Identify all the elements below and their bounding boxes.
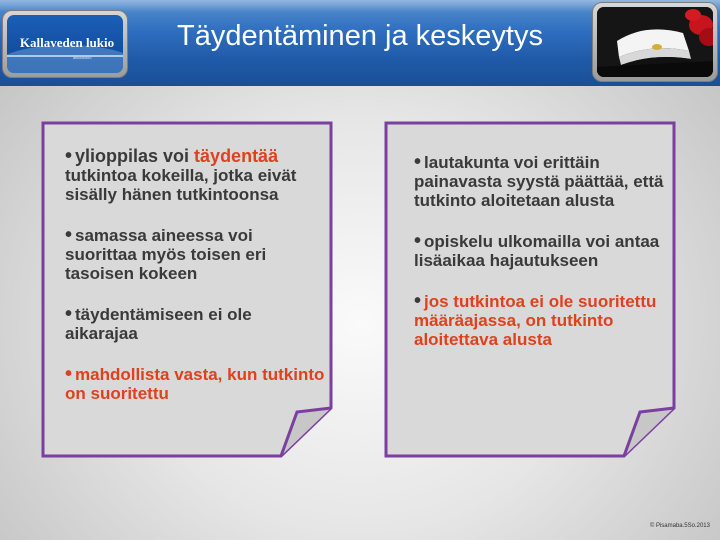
- list-item: [65, 147, 327, 204]
- item-highlight: täydentää: [194, 146, 279, 166]
- bullet: •: [65, 363, 73, 385]
- logo-line: [7, 55, 123, 57]
- list-item: [414, 232, 676, 270]
- list-item: [65, 305, 327, 343]
- item-text: lautakunta voi erittäin painavasta syystä päättää, että tutkinto aloitetaan alusta: [414, 153, 664, 210]
- item-text: samassa aineessa voi suorittaa myös toisen eri tasoisen kokeen: [65, 226, 267, 283]
- page-title: Täydentäminen ja keskeytys: [177, 20, 543, 52]
- left-text-box: [41, 121, 333, 458]
- left-box-content: [65, 147, 327, 425]
- bullet: •: [65, 303, 73, 325]
- bullet: •: [65, 145, 73, 167]
- graduation-cap-icon: [597, 7, 713, 77]
- photo-image: [597, 7, 713, 77]
- logo-subtext: aikuislukio: [73, 55, 92, 60]
- item-text: täydentämiseen ei ole aikarajaa: [65, 305, 252, 343]
- right-text-box: [384, 121, 676, 458]
- list-item: [414, 292, 676, 349]
- list-item: [414, 153, 676, 210]
- right-box-content: [414, 153, 676, 371]
- item-text: ylioppilas voi: [75, 146, 195, 166]
- item-text: jos tutkintoa ei ole suoritettu määräajassa, on tutkinto aloitettava alusta: [414, 292, 657, 349]
- logo-text: Kallaveden lukio: [19, 35, 115, 50]
- list-item: [65, 226, 327, 283]
- item-text: tutkintoa kokeilla, jotka eivät sisälly hänen tutkintoonsa: [65, 166, 297, 204]
- school-logo: [2, 10, 128, 78]
- logo-background: [7, 15, 123, 73]
- bullet: •: [414, 290, 422, 312]
- bullet: •: [414, 151, 422, 173]
- graduation-cap-photo: [592, 2, 718, 82]
- list-item: [65, 365, 327, 403]
- bullet: •: [414, 230, 422, 252]
- item-text: mahdollista vasta, kun tutkinto on suoritettu: [65, 365, 325, 403]
- bullet: •: [65, 224, 73, 246]
- copyright-text: © Pisamaba.5So.2013: [649, 523, 710, 529]
- item-text: opiskelu ulkomailla voi antaa lisäaikaa hajautukseen: [414, 232, 660, 270]
